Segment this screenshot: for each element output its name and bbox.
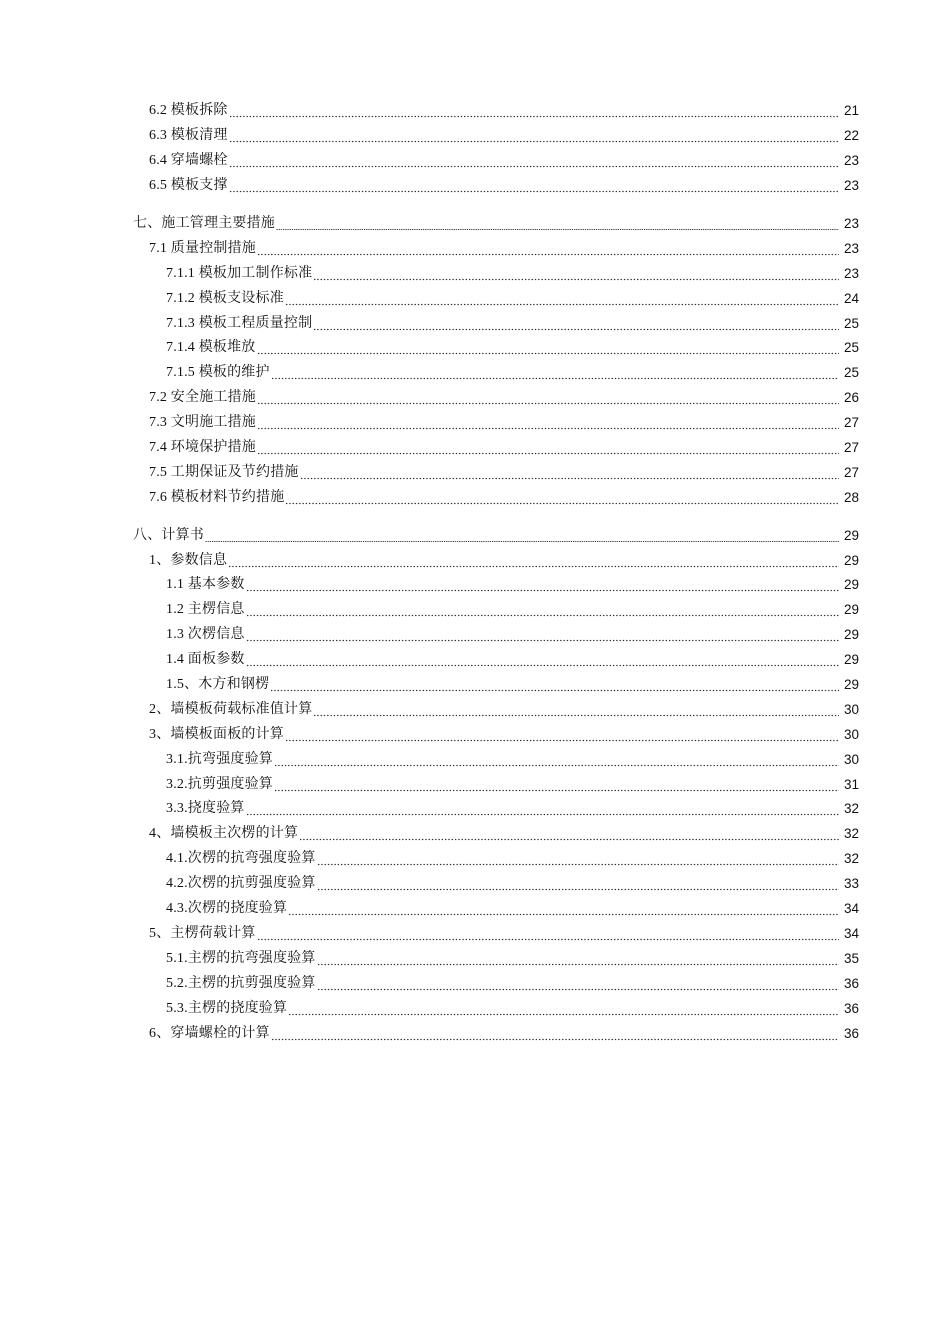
toc-dot-leader bbox=[288, 900, 839, 918]
toc-entry[interactable] bbox=[0, 922, 950, 947]
toc-entry[interactable] bbox=[0, 697, 950, 722]
toc-dot-leader bbox=[313, 315, 839, 333]
toc-entry[interactable] bbox=[0, 286, 950, 311]
toc-entry-title: 7.1.2 模板支设标准 bbox=[166, 290, 284, 306]
toc-entry-page-number: 29 bbox=[843, 527, 859, 543]
toc-entry[interactable] bbox=[0, 872, 950, 897]
toc-entry-page-number: 31 bbox=[843, 776, 859, 792]
toc-entry-page-number: 27 bbox=[843, 464, 859, 480]
toc-entry-page-number: 23 bbox=[843, 178, 859, 194]
toc-dot-leader bbox=[257, 389, 839, 407]
toc-entry-page-number: 27 bbox=[843, 415, 859, 431]
toc-entry-title: 3、墙模板面板的计算 bbox=[149, 726, 284, 742]
toc-entry[interactable] bbox=[0, 673, 950, 698]
toc-dot-leader bbox=[317, 850, 839, 868]
toc-dot-leader bbox=[257, 414, 839, 432]
toc-entry-page-number: 21 bbox=[843, 103, 859, 119]
toc-entry-title: 4.1.次楞的抗弯强度验算 bbox=[166, 851, 316, 867]
toc-dot-leader bbox=[257, 339, 840, 357]
toc-dot-leader bbox=[257, 240, 839, 258]
toc-dot-leader bbox=[257, 925, 839, 943]
toc-entry-page-number: 25 bbox=[843, 315, 859, 331]
toc-entry-title: 3.2.抗剪强度验算 bbox=[166, 776, 273, 792]
toc-dot-leader bbox=[205, 527, 839, 545]
toc-entry-title: 6.4 穿墙螺栓 bbox=[149, 153, 228, 169]
toc-dot-leader bbox=[317, 950, 839, 968]
toc-entry-title: 7.1.4 模板堆放 bbox=[166, 340, 256, 356]
toc-entry-title: 七、施工管理主要措施 bbox=[133, 216, 275, 231]
toc-entry-page-number: 24 bbox=[843, 290, 859, 306]
toc-entry-title: 7.4 环境保护措施 bbox=[149, 440, 256, 456]
toc-entry-page-number: 34 bbox=[843, 901, 859, 917]
toc-entry-title: 5.2.主楞的抗剪强度验算 bbox=[166, 975, 316, 991]
toc-entry-page-number: 32 bbox=[843, 801, 859, 817]
toc-entry[interactable] bbox=[0, 261, 950, 286]
toc-entry[interactable] bbox=[0, 436, 950, 461]
toc-dot-leader bbox=[246, 601, 839, 619]
toc-entry-page-number: 29 bbox=[843, 552, 859, 568]
toc-dot-leader bbox=[246, 576, 839, 594]
toc-entry-page-number: 23 bbox=[843, 265, 859, 281]
toc-dot-leader bbox=[274, 776, 839, 794]
toc-entry[interactable] bbox=[0, 722, 950, 747]
toc-entry[interactable] bbox=[0, 747, 950, 772]
toc-entry-title: 1、参数信息 bbox=[149, 552, 228, 568]
toc-dot-leader bbox=[274, 751, 839, 769]
toc-dot-leader bbox=[271, 1025, 839, 1043]
toc-dot-leader bbox=[229, 177, 839, 195]
toc-dot-leader bbox=[257, 439, 839, 457]
toc-entry[interactable] bbox=[0, 573, 950, 598]
toc-entry-page-number: 33 bbox=[843, 876, 859, 892]
toc-entry[interactable] bbox=[0, 797, 950, 822]
toc-entry-page-number: 29 bbox=[843, 677, 859, 693]
toc-entry[interactable] bbox=[0, 336, 950, 361]
toc-entry-title: 7.5 工期保证及节约措施 bbox=[149, 464, 299, 480]
toc-entry-title: 3.1.抗弯强度验算 bbox=[166, 751, 273, 767]
toc-dot-leader bbox=[246, 626, 839, 644]
toc-dot-leader bbox=[246, 651, 839, 669]
toc-entry[interactable] bbox=[0, 124, 950, 149]
toc-entry-title: 5.1.主楞的抗弯强度验算 bbox=[166, 950, 316, 966]
toc-entry-page-number: 36 bbox=[843, 1025, 859, 1041]
toc-entry[interactable] bbox=[0, 361, 950, 386]
toc-dot-leader bbox=[229, 152, 839, 170]
toc-entry-title: 1.1 基本参数 bbox=[166, 577, 245, 593]
toc-entry[interactable] bbox=[0, 460, 950, 485]
toc-entry-page-number: 29 bbox=[843, 577, 859, 593]
toc-dot-leader bbox=[270, 676, 839, 694]
toc-entry[interactable] bbox=[0, 386, 950, 411]
toc-entry-title: 6、穿墙螺栓的计算 bbox=[149, 1025, 270, 1041]
toc-entry[interactable] bbox=[0, 623, 950, 648]
toc-entry-page-number: 29 bbox=[843, 627, 859, 643]
toc-entry-title: 6.5 模板支撑 bbox=[149, 178, 228, 194]
toc-entry-title: 7.6 模板材料节约措施 bbox=[149, 489, 285, 505]
toc-entry-title: 1.2 主楞信息 bbox=[166, 602, 245, 618]
toc-entry-title: 1.5、木方和钢楞 bbox=[166, 677, 270, 693]
toc-entry-title: 1.3 次楞信息 bbox=[166, 627, 245, 643]
toc-entry[interactable] bbox=[0, 772, 950, 797]
toc-dot-leader bbox=[317, 875, 839, 893]
toc-entry[interactable] bbox=[0, 212, 950, 237]
toc-dot-leader bbox=[317, 975, 839, 993]
toc-entry-page-number: 35 bbox=[843, 950, 859, 966]
toc-entry-page-number: 30 bbox=[843, 701, 859, 717]
toc-entry-title: 4.2.次楞的抗剪强度验算 bbox=[166, 876, 316, 892]
toc-entry-page-number: 29 bbox=[843, 652, 859, 668]
toc-entry-title: 6.3 模板清理 bbox=[149, 128, 228, 144]
toc-dot-leader bbox=[229, 102, 839, 120]
toc-dot-leader bbox=[313, 701, 839, 719]
toc-dot-leader bbox=[228, 552, 839, 570]
toc-entry-page-number: 34 bbox=[843, 925, 859, 941]
toc-entry[interactable] bbox=[0, 174, 950, 199]
toc-entry-page-number: 32 bbox=[843, 826, 859, 842]
toc-entry[interactable] bbox=[0, 311, 950, 336]
toc-entry[interactable] bbox=[0, 149, 950, 174]
toc-entry-page-number: 29 bbox=[843, 602, 859, 618]
toc-dot-leader bbox=[285, 489, 839, 507]
toc-entry[interactable] bbox=[0, 648, 950, 673]
toc-entry[interactable] bbox=[0, 598, 950, 623]
toc-entry[interactable] bbox=[0, 822, 950, 847]
toc-entry-title: 4.3.次楞的挠度验算 bbox=[166, 901, 288, 917]
toc-entry-page-number: 22 bbox=[843, 128, 859, 144]
toc-entry[interactable] bbox=[0, 996, 950, 1021]
toc-dot-leader bbox=[285, 726, 839, 744]
toc-dot-leader bbox=[300, 464, 839, 482]
toc-entry-title: 3.3.挠度验算 bbox=[166, 801, 245, 817]
toc-entry-page-number: 30 bbox=[843, 751, 859, 767]
toc-entry-page-number: 23 bbox=[843, 153, 859, 169]
toc-entry-title: 2、墙模板荷载标准值计算 bbox=[149, 701, 313, 717]
toc-entry[interactable] bbox=[0, 946, 950, 971]
toc-entry[interactable] bbox=[0, 523, 950, 548]
toc-entry-page-number: 25 bbox=[843, 365, 859, 381]
toc-entry[interactable] bbox=[0, 236, 950, 261]
toc-entry-title: 7.1.3 模板工程质量控制 bbox=[166, 315, 313, 331]
toc-dot-leader bbox=[285, 290, 839, 308]
toc-dot-leader bbox=[246, 800, 839, 818]
toc-entry[interactable] bbox=[0, 897, 950, 922]
toc-entry-title: 7.1 质量控制措施 bbox=[149, 240, 256, 256]
toc-entry-page-number: 28 bbox=[843, 489, 859, 505]
toc-entry-page-number: 27 bbox=[843, 440, 859, 456]
toc-entry-title: 1.4 面板参数 bbox=[166, 652, 245, 668]
toc-dot-leader bbox=[276, 215, 839, 233]
toc-entry-page-number: 23 bbox=[843, 216, 859, 231]
toc-entry[interactable] bbox=[0, 1021, 950, 1046]
table-of-contents bbox=[0, 99, 950, 1046]
toc-entry-title: 八、计算书 bbox=[133, 527, 204, 543]
toc-entry-page-number: 32 bbox=[843, 851, 859, 867]
toc-entry-page-number: 36 bbox=[843, 975, 859, 991]
toc-dot-leader bbox=[299, 825, 839, 843]
toc-entry[interactable] bbox=[0, 411, 950, 436]
toc-entry-page-number: 36 bbox=[843, 1000, 859, 1016]
toc-entry-title: 7.1.5 模板的维护 bbox=[166, 365, 270, 381]
toc-entry-page-number: 26 bbox=[843, 390, 859, 406]
toc-entry-title: 5、主楞荷载计算 bbox=[149, 925, 256, 941]
toc-entry-title: 7.2 安全施工措施 bbox=[149, 390, 256, 406]
toc-entry-title: 7.1.1 模板加工制作标准 bbox=[166, 265, 313, 281]
toc-entry-title: 6.2 模板拆除 bbox=[149, 103, 228, 119]
toc-entry-page-number: 23 bbox=[843, 240, 859, 256]
toc-entry[interactable] bbox=[0, 971, 950, 996]
toc-entry[interactable] bbox=[0, 548, 950, 573]
toc-entry-page-number: 25 bbox=[843, 340, 859, 356]
toc-dot-leader bbox=[271, 364, 839, 382]
toc-entry-title: 4、墙模板主次楞的计算 bbox=[149, 826, 299, 842]
toc-dot-leader bbox=[313, 265, 839, 283]
toc-dot-leader bbox=[288, 1000, 839, 1018]
toc-entry-title: 5.3.主楞的挠度验算 bbox=[166, 1000, 288, 1016]
toc-entry[interactable] bbox=[0, 99, 950, 124]
toc-entry[interactable] bbox=[0, 847, 950, 872]
toc-entry-page-number: 30 bbox=[843, 726, 859, 742]
toc-entry-title: 7.3 文明施工措施 bbox=[149, 415, 256, 431]
toc-entry[interactable] bbox=[0, 485, 950, 510]
toc-dot-leader bbox=[229, 127, 839, 145]
